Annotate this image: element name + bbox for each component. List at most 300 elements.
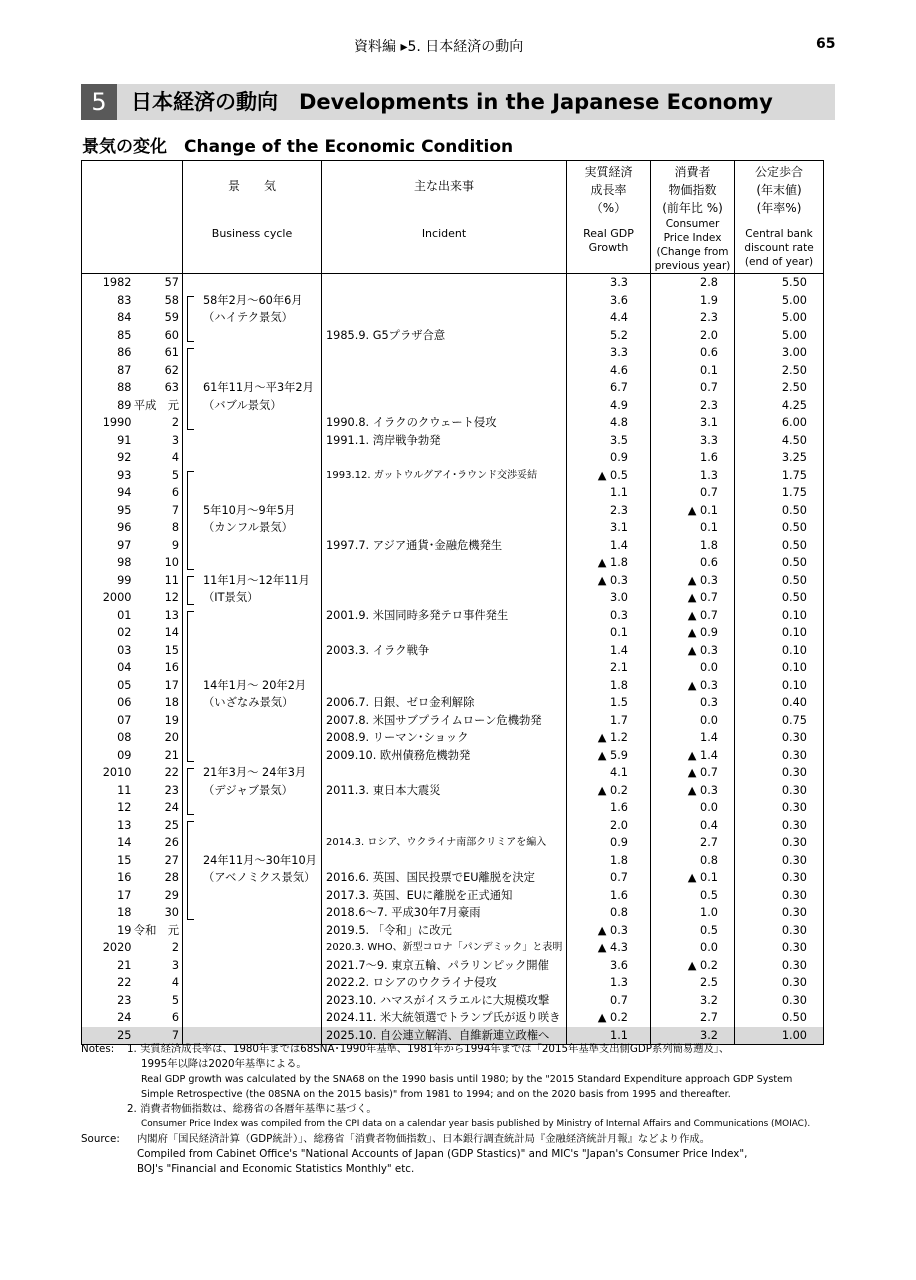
gdp-cell: 3.3 xyxy=(567,274,651,292)
discount-rate-cell: 2.50 xyxy=(735,362,824,380)
discount-rate-cell: 0.30 xyxy=(735,992,824,1010)
chapter-title: 日本経済の動向 Developments in the Japanese Economy xyxy=(131,90,773,114)
business-cycle-cell xyxy=(183,712,322,730)
business-cycle-cell: （デジャブ景気） xyxy=(183,782,322,800)
era-year-cell: 3 xyxy=(132,432,183,450)
chapter-number: 5 xyxy=(81,84,117,120)
source-en2: BOJ's "Financial and Economic Statistics Monthly" etc. xyxy=(137,1163,415,1175)
incident-cell xyxy=(322,309,567,327)
cpi-cell: 1.0 xyxy=(651,904,735,922)
discount-rate-cell: 0.30 xyxy=(735,764,824,782)
discount-rate-cell: 0.30 xyxy=(735,834,824,852)
table-row xyxy=(82,834,824,852)
discount-rate-cell: 0.30 xyxy=(735,939,824,957)
year-cell: 98 xyxy=(82,554,132,572)
gdp-cell: 2.0 xyxy=(567,817,651,835)
era-year-cell: 4 xyxy=(132,974,183,992)
year-cell: 15 xyxy=(82,852,132,870)
incident-cell xyxy=(322,502,567,520)
table-row xyxy=(82,642,824,660)
incident-cell: 2021.7～9. 東京五輪、パラリンピック開催 xyxy=(322,957,567,975)
cpi-cell: ▲ 0.7 xyxy=(651,764,735,782)
table-row xyxy=(82,589,824,607)
table-row xyxy=(82,782,824,800)
note1-jp2: 1995年以降は2020年基準による。 xyxy=(141,1058,307,1070)
incident-cell: 2007.8. 米国サブプライムローン危機勃発 xyxy=(322,712,567,730)
incident-cell xyxy=(322,554,567,572)
cpi-cell: ▲ 0.3 xyxy=(651,572,735,590)
business-cycle-cell xyxy=(183,799,322,817)
incident-cell: 2025.10. 自公連立解消、自維新連立政権へ xyxy=(322,1027,567,1045)
gdp-cell: 3.1 xyxy=(567,519,651,537)
cpi-cell: ▲ 0.3 xyxy=(651,677,735,695)
business-cycle-cell xyxy=(183,432,322,450)
table-row xyxy=(82,502,824,520)
discount-rate-cell: 1.75 xyxy=(735,484,824,502)
discount-rate-cell: 0.10 xyxy=(735,677,824,695)
era-year-cell: 5 xyxy=(132,467,183,485)
business-cycle-cell xyxy=(183,1009,322,1027)
incident-cell: 2009.10. 欧州債務危機勃発 xyxy=(322,747,567,765)
incident-cell: 2016.6. 英国、国民投票でEU離脱を決定 xyxy=(322,869,567,887)
era-year-cell: 6 xyxy=(132,484,183,502)
discount-rate-cell: 0.10 xyxy=(735,624,824,642)
cpi-header-jp2: 物価指数 xyxy=(668,183,717,197)
cpi-cell: 0.1 xyxy=(651,362,735,380)
gdp-cell: 3.6 xyxy=(567,292,651,310)
running-header xyxy=(0,36,916,54)
business-cycle-cell: （カンフル景気） xyxy=(183,519,322,537)
cpi-cell: ▲ 0.1 xyxy=(651,869,735,887)
business-cycle-cell xyxy=(183,484,322,502)
cpi-cell: 0.8 xyxy=(651,852,735,870)
cpi-cell: 1.4 xyxy=(651,729,735,747)
cpi-cell: 3.2 xyxy=(651,992,735,1010)
era-year-cell: 27 xyxy=(132,852,183,870)
year-cell: 97 xyxy=(82,537,132,555)
era-year-cell: 5 xyxy=(132,992,183,1010)
gdp-header-jp3: （%） xyxy=(590,201,627,215)
year-cell: 85 xyxy=(82,327,132,345)
gdp-cell: ▲ 0.2 xyxy=(567,1009,651,1027)
business-cycle-cell xyxy=(183,327,322,345)
era-year-cell: 平成 元 xyxy=(132,397,183,415)
discount-rate-cell: 0.30 xyxy=(735,817,824,835)
table-row xyxy=(82,379,824,397)
year-cell: 87 xyxy=(82,362,132,380)
incident-cell: 1997.7. アジア通貨･金融危機発生 xyxy=(322,537,567,555)
chapter-banner xyxy=(81,84,835,120)
year-cell: 83 xyxy=(82,292,132,310)
era-year-cell: 20 xyxy=(132,729,183,747)
table-row xyxy=(82,922,824,940)
table-row xyxy=(82,274,824,292)
incident-header-jp: 主な出来事 xyxy=(413,179,474,193)
table-row xyxy=(82,817,824,835)
table-row xyxy=(82,677,824,695)
year-cell: 01 xyxy=(82,607,132,625)
discount-rate-cell: 0.30 xyxy=(735,869,824,887)
cpi-cell: ▲ 0.2 xyxy=(651,957,735,975)
business-cycle-cell: 24年11月～30年10月 xyxy=(183,852,322,870)
cpi-cell: 0.5 xyxy=(651,922,735,940)
business-cycle-cell: 58年2月～60年6月 xyxy=(183,292,322,310)
business-cycle-cell xyxy=(183,729,322,747)
year-cell: 13 xyxy=(82,817,132,835)
era-year-cell: 11 xyxy=(132,572,183,590)
gdp-header-en2: Growth xyxy=(588,241,629,254)
year-cell: 84 xyxy=(82,309,132,327)
year-cell: 03 xyxy=(82,642,132,660)
table-row xyxy=(82,572,824,590)
business-cycle-cell xyxy=(183,939,322,957)
cpi-cell: ▲ 0.3 xyxy=(651,642,735,660)
discount-rate-cell: 0.10 xyxy=(735,607,824,625)
incident-cell: 2017.3. 英国、EUに離脱を正式通知 xyxy=(322,887,567,905)
incident-cell: 2014.3. ロシア、ウクライナ南部クリミアを編入 xyxy=(322,834,567,852)
era-year-cell: 28 xyxy=(132,869,183,887)
cpi-cell: 0.6 xyxy=(651,554,735,572)
incident-cell: 2022.2. ロシアのウクライナ侵攻 xyxy=(322,974,567,992)
incident-cell xyxy=(322,572,567,590)
discount-rate-cell: 3.25 xyxy=(735,449,824,467)
era-year-cell: 14 xyxy=(132,624,183,642)
business-cycle-cell xyxy=(183,362,322,380)
gdp-cell: ▲ 0.3 xyxy=(567,572,651,590)
incident-header-en: Incident xyxy=(421,227,467,240)
cpi-cell: 0.6 xyxy=(651,344,735,362)
cpi-cell: ▲ 0.7 xyxy=(651,607,735,625)
discount-rate-cell: 0.30 xyxy=(735,852,824,870)
era-year-cell: 21 xyxy=(132,747,183,765)
year-cell: 86 xyxy=(82,344,132,362)
incident-cell xyxy=(322,589,567,607)
discount-rate-cell: 5.00 xyxy=(735,309,824,327)
gdp-cell: 0.7 xyxy=(567,992,651,1010)
gdp-cell: ▲ 0.5 xyxy=(567,467,651,485)
year-cell: 1990 xyxy=(82,414,132,432)
disc-header-en3: (end of year) xyxy=(744,256,814,268)
incident-header xyxy=(322,161,567,274)
cpi-cell: ▲ 0.3 xyxy=(651,782,735,800)
incident-cell xyxy=(322,362,567,380)
cpi-cell: 2.3 xyxy=(651,397,735,415)
discount-rate-cell: 0.50 xyxy=(735,537,824,555)
disc-header-jp3: (年率%) xyxy=(756,201,802,215)
year-cell: 22 xyxy=(82,974,132,992)
gdp-cell: 1.5 xyxy=(567,694,651,712)
discount-rate-cell: 0.50 xyxy=(735,589,824,607)
disc-header-jp1: 公定歩合 xyxy=(754,165,803,179)
era-year-cell: 61 xyxy=(132,344,183,362)
year-header xyxy=(82,161,183,274)
cpi-cell: 3.1 xyxy=(651,414,735,432)
business-cycle-cell xyxy=(183,274,322,292)
year-cell: 23 xyxy=(82,992,132,1010)
business-cycle-cell: （バブル景気） xyxy=(183,397,322,415)
incident-cell xyxy=(322,292,567,310)
business-cycle-cell: （いざなみ景気） xyxy=(183,694,322,712)
table-row xyxy=(82,309,824,327)
table-row xyxy=(82,432,824,450)
note2-jp: 2. 消費者物価指数は、総務省の各暦年基準に基づく。 xyxy=(127,1103,377,1115)
era-year-cell: 26 xyxy=(132,834,183,852)
business-cycle-cell xyxy=(183,659,322,677)
cycle-header-en: Business cycle xyxy=(211,227,293,240)
cpi-cell: 2.8 xyxy=(651,274,735,292)
table-row xyxy=(82,747,824,765)
cpi-cell: 1.8 xyxy=(651,537,735,555)
gdp-cell: 0.7 xyxy=(567,869,651,887)
cpi-header-en2: Price Index xyxy=(663,232,722,244)
cpi-header-en1: Consumer xyxy=(665,218,720,230)
gdp-header-jp2: 成長率 xyxy=(590,183,627,197)
era-year-cell: 16 xyxy=(132,659,183,677)
incident-cell: 1985.9. G5プラザ合意 xyxy=(322,327,567,345)
note1-jp: 1. 実質経済成長率は、1980年までは68SNA･1990年基準、1981年から1994年までは「2015年基準支出側GDP系列簡易遡及」、 xyxy=(127,1043,730,1055)
year-cell: 07 xyxy=(82,712,132,730)
discount-rate-cell: 5.00 xyxy=(735,327,824,345)
era-year-cell: 60 xyxy=(132,327,183,345)
business-cycle-cell xyxy=(183,904,322,922)
era-year-cell: 25 xyxy=(132,817,183,835)
table-row xyxy=(82,659,824,677)
cpi-header-jp1: 消費者 xyxy=(674,165,711,179)
discount-rate-cell: 5.00 xyxy=(735,292,824,310)
cpi-cell: 0.7 xyxy=(651,484,735,502)
gdp-cell: 0.3 xyxy=(567,607,651,625)
gdp-cell: 5.2 xyxy=(567,327,651,345)
year-cell: 2010 xyxy=(82,764,132,782)
incident-cell: 2018.6～7. 平成30年7月豪雨 xyxy=(322,904,567,922)
table-row xyxy=(82,957,824,975)
table-row xyxy=(82,764,824,782)
cpi-cell: ▲ 1.4 xyxy=(651,747,735,765)
business-cycle-cell xyxy=(183,642,322,660)
incident-cell: 2011.3. 東日本大震災 xyxy=(322,782,567,800)
table-row xyxy=(82,467,824,485)
note1-en1: Real GDP growth was calculated by the SNA68 on the 1990 basis until 1980; by the "2015 Standard Expenditure approach GDP System xyxy=(141,1074,793,1085)
business-cycle-cell xyxy=(183,449,322,467)
gdp-cell: 4.4 xyxy=(567,309,651,327)
gdp-cell: 1.4 xyxy=(567,537,651,555)
cpi-header-jp3: (前年比 %) xyxy=(662,201,723,215)
incident-cell xyxy=(322,817,567,835)
gdp-cell: 1.8 xyxy=(567,677,651,695)
discount-rate-cell: 6.00 xyxy=(735,414,824,432)
incident-cell: 2019.5. 「令和」に改元 xyxy=(322,922,567,940)
discount-rate-cell: 0.10 xyxy=(735,659,824,677)
table-row xyxy=(82,1009,824,1027)
business-cycle-cell xyxy=(183,992,322,1010)
gdp-cell: ▲ 1.2 xyxy=(567,729,651,747)
era-year-cell: 23 xyxy=(132,782,183,800)
business-cycle-cell xyxy=(183,537,322,555)
business-cycle-cell xyxy=(183,467,322,485)
business-cycle-cell: 5年10月～9年5月 xyxy=(183,502,322,520)
notes-label: Notes: xyxy=(81,1043,115,1055)
incident-cell xyxy=(322,397,567,415)
discount-rate-cell: 3.00 xyxy=(735,344,824,362)
business-cycle-cell xyxy=(183,922,322,940)
year-cell: 89 xyxy=(82,397,132,415)
era-year-cell: 12 xyxy=(132,589,183,607)
cpi-cell: 0.5 xyxy=(651,887,735,905)
year-cell: 19 xyxy=(82,922,132,940)
gdp-cell: 0.9 xyxy=(567,834,651,852)
era-year-cell: 22 xyxy=(132,764,183,782)
era-year-cell: 59 xyxy=(132,309,183,327)
incident-cell xyxy=(322,852,567,870)
year-cell: 09 xyxy=(82,747,132,765)
gdp-cell: ▲ 1.8 xyxy=(567,554,651,572)
gdp-header xyxy=(567,161,651,274)
table-row xyxy=(82,362,824,380)
discount-rate-cell: 4.25 xyxy=(735,397,824,415)
source-jp: 内閣府「国民経済計算（GDP統計）」、総務省「消費者物価指数」、日本銀行調査統計局『金融経済統計月報』などより作成。 xyxy=(137,1133,710,1145)
gdp-cell: 2.3 xyxy=(567,502,651,520)
discount-rate-cell: 0.50 xyxy=(735,554,824,572)
table-row xyxy=(82,537,824,555)
cpi-cell: 1.6 xyxy=(651,449,735,467)
table-row xyxy=(82,607,824,625)
table-row xyxy=(82,887,824,905)
gdp-header-en1: Real GDP xyxy=(583,227,634,240)
gdp-cell: 3.3 xyxy=(567,344,651,362)
cpi-cell: 0.0 xyxy=(651,799,735,817)
table-title: 景気の変化 Change of the Economic Condition xyxy=(82,137,514,157)
table-row xyxy=(82,397,824,415)
disc-header-jp2: (年末値) xyxy=(756,183,802,197)
source-label: Source: xyxy=(81,1133,120,1145)
discount-rate-cell: 0.30 xyxy=(735,904,824,922)
discount-rate-cell: 0.30 xyxy=(735,974,824,992)
discount-rate-cell: 1.75 xyxy=(735,467,824,485)
table-row xyxy=(82,799,824,817)
incident-cell: 2008.9. リーマン･ショック xyxy=(322,729,567,747)
year-cell: 24 xyxy=(82,1009,132,1027)
table-row xyxy=(82,484,824,502)
cpi-cell: 1.3 xyxy=(651,467,735,485)
era-year-cell: 30 xyxy=(132,904,183,922)
table-row xyxy=(82,414,824,432)
gdp-cell: 1.6 xyxy=(567,799,651,817)
discount-rate-cell: 2.50 xyxy=(735,379,824,397)
source-en1: Compiled from Cabinet Office's "National Accounts of Japan (GDP Stastics)" and MIC's "Japan's Consumer Price Index", xyxy=(137,1148,748,1160)
year-cell: 2000 xyxy=(82,589,132,607)
business-cycle-cell xyxy=(183,957,322,975)
year-cell: 08 xyxy=(82,729,132,747)
business-cycle-cell xyxy=(183,607,322,625)
note1-en2: Simple Retrospective (the 08SNA on the 2015 basis)" from 1981 to 1994; and on the 2020 basis from 1995 and thereafter. xyxy=(141,1089,731,1100)
incident-cell xyxy=(322,799,567,817)
discount-rate-cell: 0.30 xyxy=(735,729,824,747)
business-cycle-cell xyxy=(183,974,322,992)
discount-rate-cell: 0.30 xyxy=(735,957,824,975)
era-year-cell: 57 xyxy=(132,274,183,292)
gdp-cell: 3.5 xyxy=(567,432,651,450)
incident-cell xyxy=(322,519,567,537)
year-cell: 02 xyxy=(82,624,132,642)
table-row xyxy=(82,974,824,992)
discount-rate-cell: 0.30 xyxy=(735,782,824,800)
era-year-cell: 2 xyxy=(132,939,183,957)
year-cell: 92 xyxy=(82,449,132,467)
discount-rate-cell: 0.30 xyxy=(735,922,824,940)
era-year-cell: 15 xyxy=(132,642,183,660)
cpi-cell: ▲ 0.7 xyxy=(651,589,735,607)
table-row xyxy=(82,712,824,730)
discount-rate-cell: 0.50 xyxy=(735,572,824,590)
era-year-cell: 3 xyxy=(132,957,183,975)
incident-cell: 1993.12. ガットウルグアイ･ラウンド交渉妥結 xyxy=(322,467,567,485)
table-row xyxy=(82,869,824,887)
business-cycle-cell xyxy=(183,817,322,835)
cpi-cell: 2.7 xyxy=(651,834,735,852)
incident-cell xyxy=(322,764,567,782)
discount-rate-cell: 0.30 xyxy=(735,799,824,817)
gdp-cell: 1.7 xyxy=(567,712,651,730)
gdp-cell: 6.7 xyxy=(567,379,651,397)
year-cell: 21 xyxy=(82,957,132,975)
table-row xyxy=(82,939,824,957)
table-row xyxy=(82,292,824,310)
incident-cell xyxy=(322,677,567,695)
gdp-cell: 0.8 xyxy=(567,904,651,922)
year-cell: 91 xyxy=(82,432,132,450)
business-cycle-cell xyxy=(183,834,322,852)
incident-cell: 2006.7. 日銀、ゼロ金利解除 xyxy=(322,694,567,712)
gdp-cell: 4.1 xyxy=(567,764,651,782)
cpi-cell: 0.0 xyxy=(651,712,735,730)
year-cell: 16 xyxy=(82,869,132,887)
table-row xyxy=(82,624,824,642)
discount-header xyxy=(735,161,824,274)
table-row xyxy=(82,852,824,870)
year-cell: 93 xyxy=(82,467,132,485)
cpi-cell: 3.2 xyxy=(651,1027,735,1045)
gdp-cell: 4.8 xyxy=(567,414,651,432)
era-year-cell: 62 xyxy=(132,362,183,380)
cpi-cell: 0.7 xyxy=(651,379,735,397)
table-row xyxy=(82,554,824,572)
era-year-cell: 24 xyxy=(132,799,183,817)
business-cycle-cell: （アベノミクス景気） xyxy=(183,869,322,887)
year-cell: 94 xyxy=(82,484,132,502)
cpi-cell: ▲ 0.1 xyxy=(651,502,735,520)
year-cell: 1982 xyxy=(82,274,132,292)
gdp-cell: 4.9 xyxy=(567,397,651,415)
era-year-cell: 6 xyxy=(132,1009,183,1027)
business-cycle-cell: （ハイテク景気） xyxy=(183,309,322,327)
business-cycle-cell xyxy=(183,554,322,572)
incident-cell xyxy=(322,484,567,502)
year-cell: 17 xyxy=(82,887,132,905)
incident-cell xyxy=(322,344,567,362)
table-row xyxy=(82,344,824,362)
cpi-cell: 0.1 xyxy=(651,519,735,537)
era-year-cell: 17 xyxy=(132,677,183,695)
cpi-cell: 2.0 xyxy=(651,327,735,345)
discount-rate-cell: 0.75 xyxy=(735,712,824,730)
incident-cell: 2023.10. ハマスがイスラエルに大規模攻撃 xyxy=(322,992,567,1010)
era-year-cell: 63 xyxy=(132,379,183,397)
business-cycle-cell xyxy=(183,887,322,905)
gdp-cell: 1.3 xyxy=(567,974,651,992)
business-cycle-cell: 11年1月～12年11月 xyxy=(183,572,322,590)
year-cell: 11 xyxy=(82,782,132,800)
era-year-cell: 13 xyxy=(132,607,183,625)
